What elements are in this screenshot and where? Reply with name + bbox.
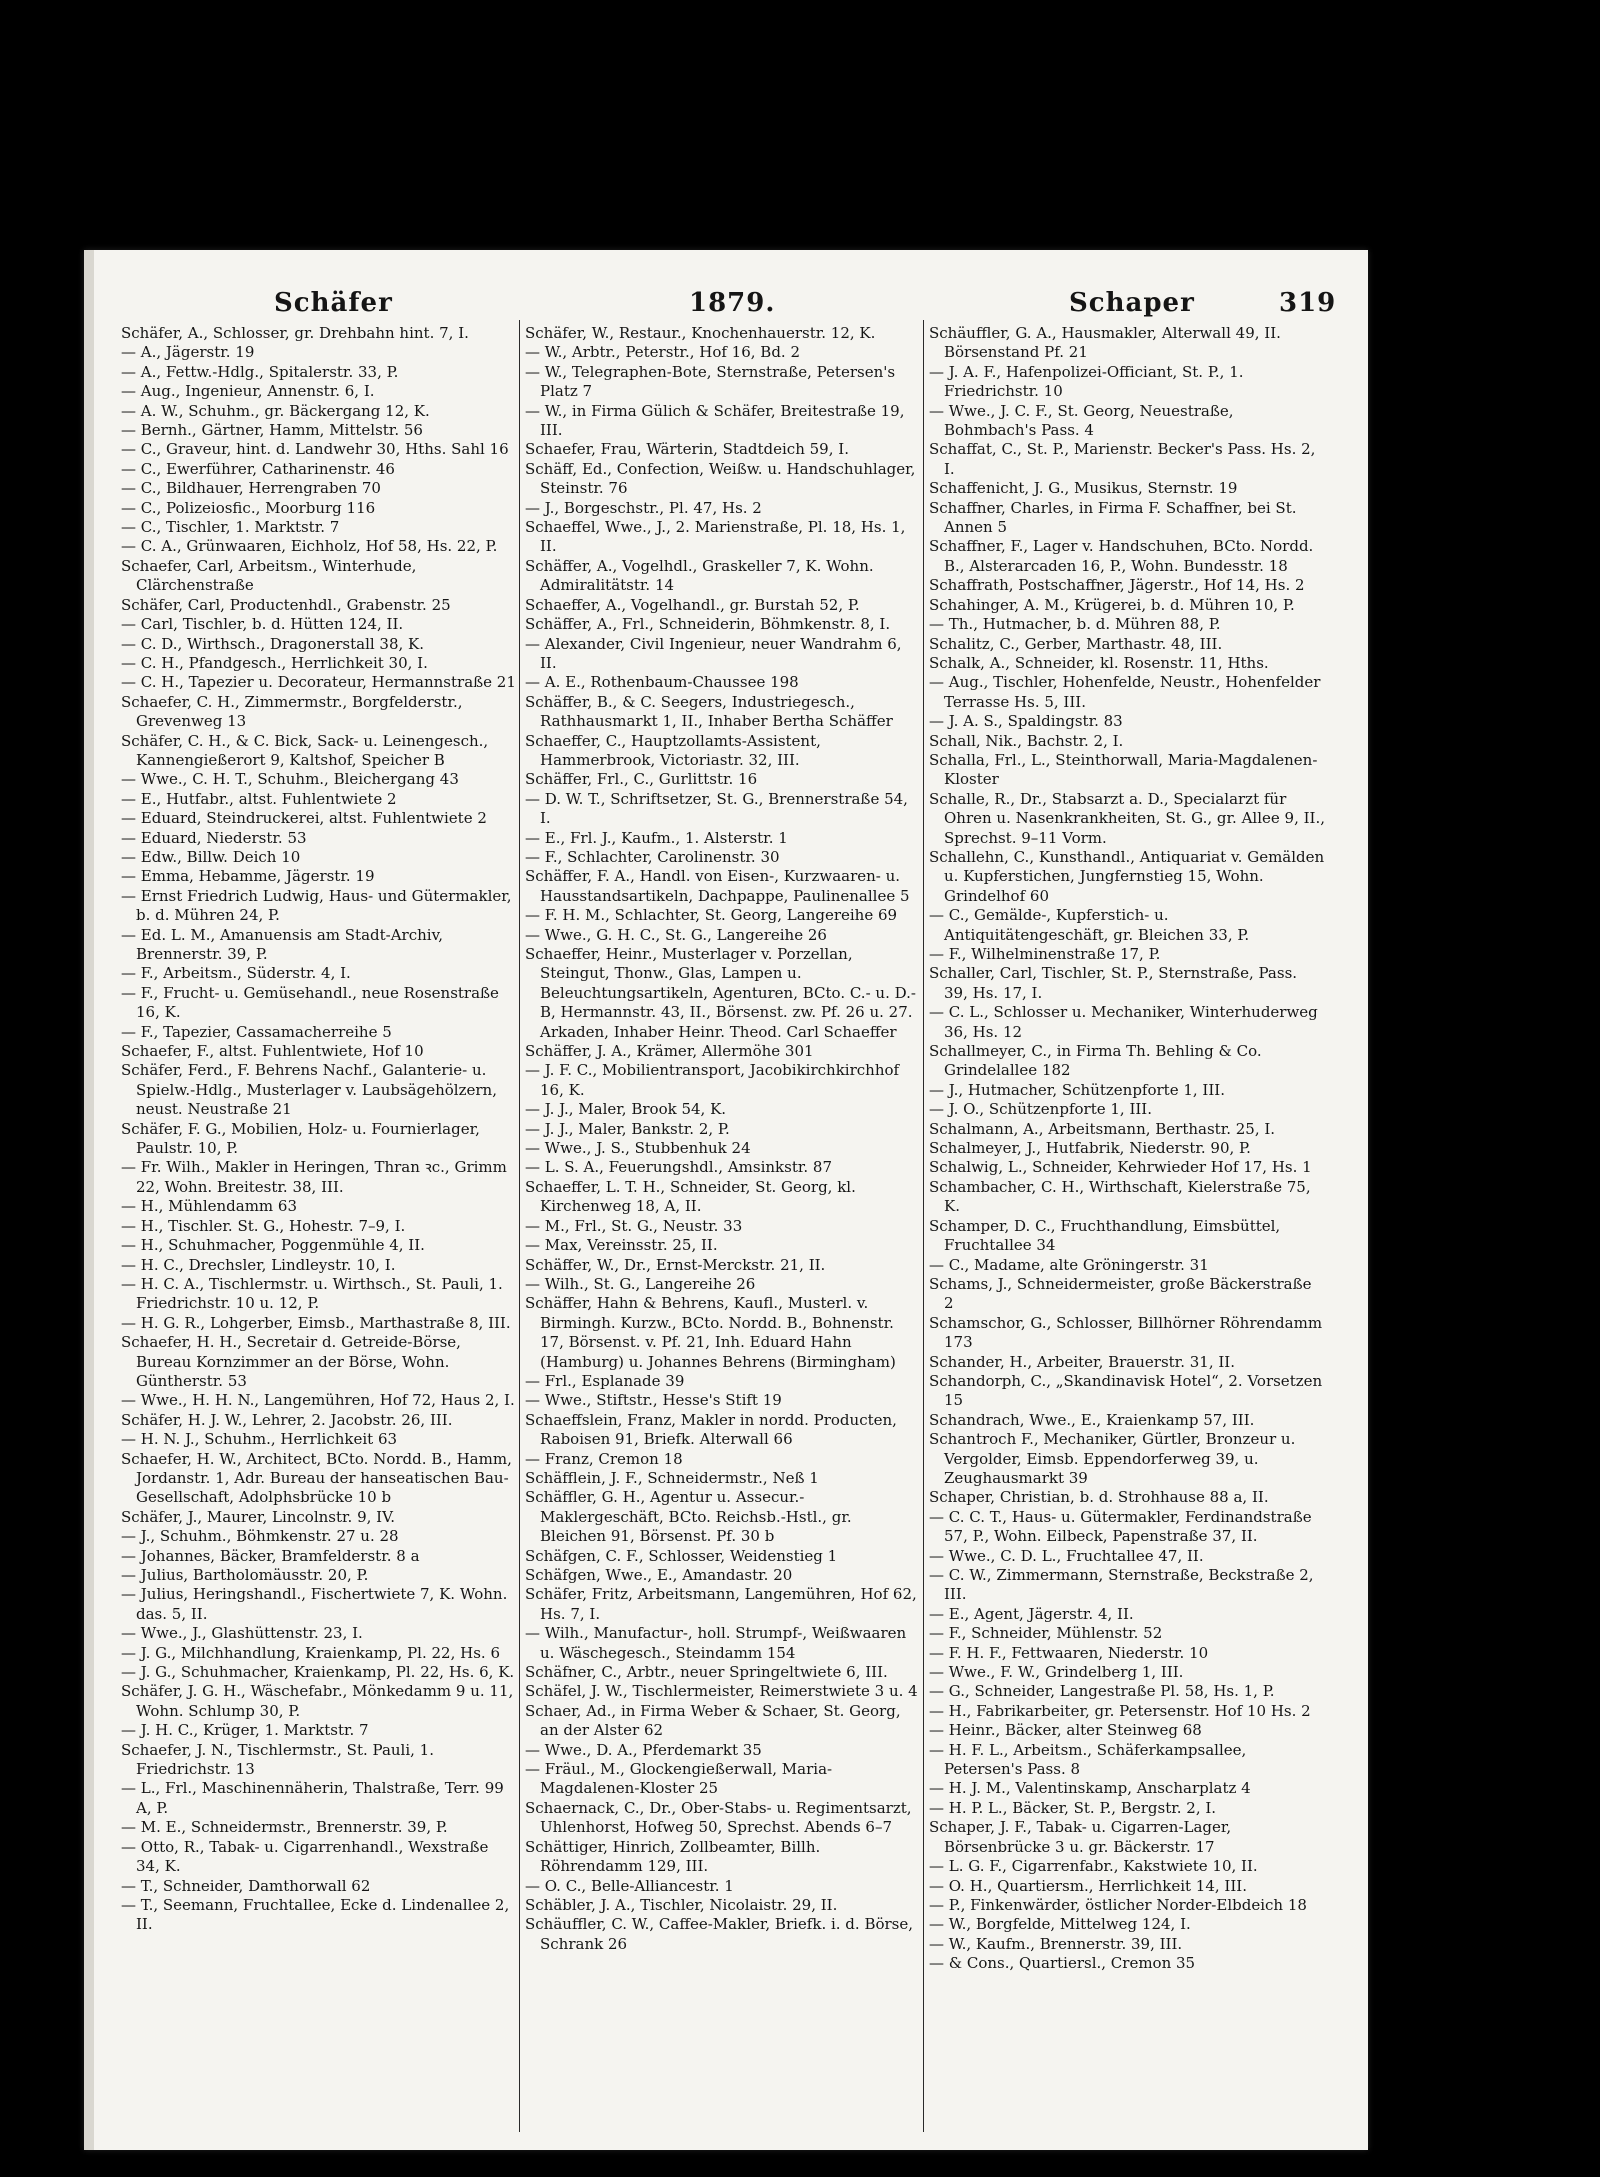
directory-entry: — C. H., Tapezier u. Decorateur, Hermannstraße 21 [121,673,516,692]
directory-entry: — H., Fabrikarbeiter, gr. Petersenstr. Hof 10 Hs. 2 [929,1701,1311,1720]
directory-entry: Schäfer, Carl, Productenhdl., Grabenstr. 25 [121,595,451,614]
directory-entry: Schalla, Frl., L., Steinthorwall, Maria-Magdalenen-Kloster [929,750,1318,789]
directory-entry: — T., Schneider, Damthorwall 62 [121,1876,371,1895]
directory-entry: Schäffer, Hahn & Behrens, Kaufl., Musterl. v. Birmingh. Kurzw., BCto. Nordd. B., Bohnenstr. 17, Börsenst. v. Pf. 21, Inh. Eduard Hahn (Hamburg) u. Johannes Behrens (Birmingham) [525,1294,896,1371]
directory-entry: Schättiger, Hinrich, Zollbeamter, Billh. Röhrendamm 129, III. [525,1837,821,1876]
directory-entry: Schäffer, A., Frl., Schneiderin, Böhmkenstr. 8, I. [525,615,891,634]
directory-entry: — A., Fettw.-Hdlg., Spitalerstr. 33, P. [121,362,399,381]
directory-entry: — F., Schneider, Mühlenstr. 52 [929,1624,1163,1643]
directory-entry: — Wwe., J. S., Stubbenhuk 24 [525,1139,751,1158]
directory-entry: Schaefer, F., altst. Fuhlentwiete, Hof 10 [121,1042,424,1061]
directory-entry: — J. J., Maler, Bankstr. 2, P. [525,1119,730,1138]
directory-entry: Schaeffer, Heinr., Musterlager v. Porzellan, Steingut, Thonw., Glas, Lampen u. Beleuchtungsartikeln, Agenturen, BCto. C.- u. D.-B, Hermannstr. 43, II., Börsenst. zw. Pf. 26 u. 27. Arkaden, Inhaber Heinr. Theod. Carl Schaeffer [525,945,916,1041]
directory-entry: — C. A., Grünwaaren, Eichholz, Hof 58, Hs. 22, P. [121,537,498,556]
column-middle [525,324,921,1954]
directory-entry: — Frl., Esplanade 39 [525,1371,685,1390]
directory-entry: — Wwe., H. H. N., Langemühren, Hof 72, Haus 2, I. [121,1391,515,1410]
directory-entry: Schamschor, G., Schlosser, Billhörner Röhrendamm 173 [929,1313,1323,1352]
directory-entry: Schalwig, L., Schneider, Kehrwieder Hof 17, Hs. 1 [929,1158,1312,1177]
directory-entry: — Edw., Billw. Deich 10 [121,847,301,866]
directory-entry: Schander, H., Arbeiter, Brauerstr. 31, II. [929,1352,1235,1371]
directory-entry: — J. O., Schützenpforte 1, III. [929,1100,1152,1119]
directory-entry: Schäbler, J. A., Tischler, Nicolaistr. 29, II. [525,1895,838,1914]
directory-entry: — Julius, Heringshandl., Fischertwiete 7, K. Wohn. das. 5, II. [121,1585,508,1623]
directory-entry: — C., Polizeiosfic., Moorburg 116 [121,498,376,517]
directory-entry: — F., Arbeitsm., Süderstr. 4, I. [121,964,351,983]
directory-entry: — E., Agent, Jägerstr. 4, II. [929,1604,1134,1623]
directory-entry: — J., Schuhm., Böhmkenstr. 27 u. 28 [121,1527,399,1546]
directory-entry: — J. A. F., Hafenpolizei-Officiant, St. P., 1. Friedrichstr. 10 [929,362,1244,401]
directory-entry: Schandrach, Wwe., E., Kraienkamp 57, III. [929,1410,1255,1429]
directory-entry: — O. C., Belle-Alliancestr. 1 [525,1876,734,1895]
directory-entry: Schalk, A., Schneider, kl. Rosenstr. 11, Hths. [929,653,1269,672]
directory-entry: Schäfer, A., Schlosser, gr. Drehbahn hint. 7, I. [121,324,469,342]
directory-entry: Schaefer, H. H., Secretair d. Getreide-Börse, Bureau Kornzimmer an der Börse, Wohn. Güntherstr. 53 [121,1333,461,1390]
directory-entry: — J. H. C., Krüger, 1. Marktstr. 7 [121,1721,369,1740]
directory-entry: — H. F. L., Arbeitsm., Schäferkampsallee, Petersen's Pass. 8 [929,1740,1247,1779]
directory-entry: — J. J., Maler, Brook 54, K. [525,1100,727,1119]
directory-entry: — Wwe., G. H. C., St. G., Langereihe 26 [525,925,827,944]
directory-entry: — H., Tischler. St. G., Hohestr. 7–9, I. [121,1216,406,1235]
directory-entry: Schalmann, A., Arbeitsmann, Berthastr. 25, I. [929,1119,1276,1138]
directory-entry: — Franz, Cremon 18 [525,1449,683,1468]
directory-entry: — J. A. S., Spaldingstr. 83 [929,712,1123,731]
directory-entry: Schaeffer, L. T. H., Schneider, St. Georg, kl. Kirchenweg 18, A, II. [525,1177,856,1216]
running-head-left: Schäfer [274,288,393,318]
directory-entry: — C., Tischler, 1. Marktstr. 7 [121,518,340,537]
directory-entry: Schaeffer, A., Vogelhandl., gr. Burstah 52, P. [525,595,860,614]
directory-entry: Schäff, Ed., Confection, Weißw. u. Handschuhlager, Steinstr. 76 [525,459,916,498]
directory-entry: Schäfer, H. J. W., Lehrer, 2. Jacobstr. 26, III. [121,1410,453,1429]
directory-entry: — Julius, Bartholomäusstr. 20, P. [121,1566,369,1584]
directory-entry: — H. P. L., Bäcker, St. P., Bergstr. 2, I. [929,1798,1217,1817]
directory-entry: — Otto, R., Tabak- u. Cigarrenhandl., Wexstraße 34, K. [121,1837,489,1876]
directory-entry: Schallehn, C., Kunsthandl., Antiquariat v. Gemälden u. Kupferstichen, Jungfernstieg 15, Wohn. Grindelhof 60 [929,847,1325,905]
directory-entry: Schambacher, C. H., Wirthschaft, Kielerstraße 75, K. [929,1177,1311,1216]
directory-entry: Schams, J., Schneidermeister, große Bäckerstraße 2 [929,1274,1312,1313]
directory-entry: Schantroch F., Mechaniker, Gürtler, Bronzeur u. Vergolder, Eimsb. Eppendorferweg 39, u. Zeughausmarkt 39 [929,1430,1296,1487]
directory-entry: — Aug., Tischler, Hohenfelde, Neustr., Hohenfelder Terrasse Hs. 5, III. [929,673,1321,711]
directory-entry: — F., Frucht- u. Gemüsehandl., neue Rosenstraße 16, K. [121,983,499,1022]
directory-entry: — Wilh., St. G., Langereihe 26 [525,1274,756,1293]
directory-entry: — Eduard, Steindruckerei, altst. Fuhlentwiete 2 [121,809,487,828]
directory-entry: Schäfer, Fritz, Arbeitsmann, Langemühren, Hof 62, Hs. 7, I. [525,1585,917,1623]
directory-entry: — H. N. J., Schuhm., Herrlichkeit 63 [121,1430,398,1449]
directory-entry: — A. E., Rothenbaum-Chaussee 198 [525,673,799,692]
directory-entry: — F., Schlachter, Carolinenstr. 30 [525,847,780,866]
directory-entry: Schandorph, C., „Skandinavisk Hotel“, 2. Vorsetzen 15 [929,1371,1323,1410]
directory-entry: Schaffenicht, J. G., Musikus, Sternstr. 19 [929,479,1238,498]
directory-entry: Schäfer, C. H., & C. Bick, Sack- u. Leinengesch., Kannengießerort 9, Kaltshof, Speicher B [121,731,489,769]
directory-entry: Schäuffler, C. W., Caffee-Makler, Briefk. i. d. Börse, Schrank 26 [525,1915,914,1953]
directory-entry: — O. H., Quartiersm., Herrlichkeit 14, III. [929,1876,1247,1895]
directory-entry: Schaefer, J. N., Tischlermstr., St. Pauli, 1. Friedrichstr. 13 [121,1740,434,1779]
directory-entry: — C., Ewerführer, Catharinenstr. 46 [121,459,395,478]
directory-entry: — Ed. L. M., Amanuensis am Stadt-Archiv, Brennerstr. 39, P. [121,925,444,963]
directory-entry: — A., Jägerstr. 19 [121,343,255,362]
directory-entry: — C., Madame, alte Gröningerstr. 31 [929,1255,1209,1274]
directory-entry: — G., Schneider, Langestraße Pl. 58, Hs. 1, P. [929,1682,1275,1701]
directory-entry: Schalitz, C., Gerber, Marthastr. 48, III. [929,634,1223,653]
directory-entry: Schaper, Christian, b. d. Strohhause 88 a, II. [929,1488,1269,1507]
directory-entry: Schäffer, F. A., Handl. von Eisen-, Kurzwaaren- u. Hausstandsartikeln, Dachpappe, Paulinenallee 5 [525,867,910,905]
directory-entry: — Bernh., Gärtner, Hamm, Mittelstr. 56 [121,421,423,440]
directory-entry: Schäffer, W., Dr., Ernst-Merckstr. 21, II. [525,1255,826,1274]
directory-entry: Schaeffer, C., Hauptzollamts-Assistent, Hammerbrook, Victoriastr. 32, III. [525,731,821,769]
directory-entry: — C. D., Wirthsch., Dragonerstall 38, K. [121,634,425,653]
directory-entry: Schäffler, G. H., Agentur u. Assecur.-Maklergeschäft, BCto. Reichsb.-Hstl., gr. Bleichen 91, Börsenst. Pf. 30 b [525,1488,852,1546]
directory-entry: Schaeffel, Wwe., J., 2. Marienstraße, Pl. 18, Hs. 1, II. [525,518,906,556]
directory-entry: — C. C. T., Haus- u. Gütermakler, Ferdinandstraße 57, P., Wohn. Eilbeck, Papenstraße 37, II. [929,1507,1312,1546]
directory-entry: Schamper, D. C., Fruchthandlung, Eimsbüttel, Fruchtallee 34 [929,1216,1281,1255]
directory-entry: Schalle, R., Dr., Stabsarzt a. D., Specialarzt für Ohren u. Nasenkrankheiten, St. G., gr. Allee 9, II., Sprechst. 9–11 Vorm. [929,789,1325,847]
directory-entry: — W., in Firma Gülich & Schäfer, Breitestraße 19, III. [525,401,905,440]
directory-entry: — & Cons., Quartiersl., Cremon 35 [929,1954,1196,1973]
directory-entry: — F. H. F., Fettwaaren, Niederstr. 10 [929,1643,1209,1662]
column-right [929,324,1325,1974]
directory-entry: — A. W., Schuhm., gr. Bäckergang 12, K. [121,401,430,420]
directory-entry: — J. G., Milchhandlung, Kraienkamp, Pl. 22, Hs. 6 [121,1643,500,1662]
directory-entry: — Wwe., D. A., Pferdemarkt 35 [525,1740,762,1759]
directory-entry: — Alexander, Civil Ingenieur, neuer Wandrahm 6, II. [525,634,902,672]
directory-entry: — Eduard, Niederstr. 53 [121,828,307,847]
directory-entry: — Wwe., Stiftstr., Hesse's Stift 19 [525,1391,782,1410]
directory-entry: Schäfer, F. G., Mobilien, Holz- u. Fournierlager, Paulstr. 10, P. [121,1119,480,1158]
directory-entry: — P., Finkenwärder, östlicher Norder-Elbdeich 18 [929,1895,1307,1914]
directory-entry: Schäfner, C., Arbtr., neuer Springeltwiete 6, III. [525,1663,888,1682]
directory-entry: — J., Borgeschstr., Pl. 47, Hs. 2 [525,498,762,517]
column-divider [923,320,924,2132]
directory-entry: Schäfel, J. W., Tischlermeister, Reimerstwiete 3 u. 4 [525,1682,918,1701]
directory-entry: Schäfer, J. G. H., Wäschefabr., Mönkedamm 9 u. 11, Wohn. Schlump 30, P. [121,1682,514,1720]
directory-entry: — Aug., Ingenieur, Annenstr. 6, I. [121,382,375,401]
directory-entry: Schaffrath, Postschaffner, Jägerstr., Hof 14, Hs. 2 [929,576,1305,595]
directory-entry: Schaeffslein, Franz, Makler in nordd. Producten, Raboisen 91, Briefk. Alterwall 66 [525,1410,897,1449]
directory-entry: Schäfflein, J. F., Schneidermstr., Neß 1 [525,1468,819,1487]
directory-entry: — Carl, Tischler, b. d. Hütten 124, II. [121,615,404,634]
directory-entry: — Ernst Friedrich Ludwig, Haus- und Gütermakler, b. d. Mühren 24, P. [121,886,512,925]
directory-entry: Schaefer, H. W., Architect, BCto. Nordd. B., Hamm, Jordanstr. 1, Adr. Bureau der hanseatischen Bau-Gesellschaft, Adolphsbrücke 10 b [121,1449,512,1507]
directory-entry: — F., Wilhelminenstraße 17, P. [929,945,1161,963]
directory-entry: — C., Graveur, hint. d. Landwehr 30, Hths. Sahl 16 [121,440,509,459]
directory-entry: — Emma, Hebamme, Jägerstr. 19 [121,867,375,886]
directory-entry: — Heinr., Bäcker, alter Steinweg 68 [929,1721,1202,1740]
directory-entry: — C., Bildhauer, Herrengraben 70 [121,479,381,498]
directory-entry: — W., Telegraphen-Bote, Sternstraße, Petersen's Platz 7 [525,362,896,401]
directory-entry: Schäfgen, C. F., Schlosser, Weidenstieg 1 [525,1546,838,1565]
directory-entry: — F. H. M., Schlachter, St. Georg, Langereihe 69 [525,906,898,925]
directory-entry: Schaer, Ad., in Firma Weber & Schaer, St. Georg, an der Alster 62 [525,1701,901,1740]
directory-entry: Schahinger, A. M., Krügerei, b. d. Mühren 10, P. [929,595,1295,614]
directory-entry: — Fr. Wilh., Makler in Heringen, Thran ꝛc., Grimm 22, Wohn. Breitestr. 38, III. [121,1158,507,1196]
running-head-year: 1879. [689,288,776,318]
directory-entry: — Max, Vereinsstr. 25, II. [525,1236,718,1255]
directory-entry: Schaefer, Frau, Wärterin, Stadtdeich 59, I. [525,440,849,459]
directory-entry: — C., Gemälde-, Kupferstich- u. Antiquitätengeschäft, gr. Bleichen 33, P. [929,906,1250,944]
directory-entry: — E., Hutfabr., altst. Fuhlentwiete 2 [121,789,397,808]
directory-entry: — H. C., Drechsler, Lindleystr. 10, I. [121,1255,396,1274]
directory-entry: — D. W. T., Schriftsetzer, St. G., Brennerstraße 54, I. [525,789,908,828]
directory-entry: — J. G., Schuhmacher, Kraienkamp, Pl. 22, Hs. 6, K. [121,1663,515,1682]
directory-entry: Schaffner, Charles, in Firma F. Schaffner, bei St. Annen 5 [929,498,1297,537]
page-number: 319 [1279,288,1337,318]
directory-entry: — T., Seemann, Fruchtallee, Ecke d. Lindenallee 2, II. [121,1895,510,1934]
directory-entry: — Wwe., C. H. T., Schuhm., Bleichergang 43 [121,770,459,789]
column-divider [519,320,520,2132]
directory-entry: — Johannes, Bäcker, Bramfelderstr. 8 a [121,1546,420,1565]
directory-entry: — Wwe., J., Glashüttenstr. 23, I. [121,1624,363,1643]
directory-entry: — H., Schuhmacher, Poggenmühle 4, II. [121,1236,425,1255]
directory-entry: — M., Frl., St. G., Neustr. 33 [525,1216,743,1235]
directory-entry: Schaffat, C., St. P., Marienstr. Becker's Pass. Hs. 2, I. [929,440,1316,478]
directory-entry: Schäffer, A., Vogelhdl., Graskeller 7, K. Wohn. Admiralitätstr. 14 [525,556,874,595]
directory-entry: — C. H., Pfandgesch., Herrlichkeit 30, I. [121,653,428,672]
directory-entry: Schäuffler, G. A., Hausmakler, Alterwall 49, II. Börsenstand Pf. 21 [929,324,1281,362]
directory-entry: Schaper, J. F., Tabak- u. Cigarren-Lager, Börsenbrücke 3 u. gr. Bäckerstr. 17 [929,1818,1232,1856]
directory-page [84,250,1368,2150]
directory-entry: — W., Arbtr., Peterstr., Hof 16, Bd. 2 [525,343,801,362]
directory-entry: Schaefer, Carl, Arbeitsm., Winterhude, Clärchenstraße [121,556,417,595]
directory-entry: — C. W., Zimmermann, Sternstraße, Beckstraße 2, III. [929,1566,1314,1604]
directory-entry: — Wilh., Manufactur-, holl. Strumpf-, Weißwaaren u. Wäschegesch., Steindamm 154 [525,1624,907,1662]
directory-entry: Schaffner, F., Lager v. Handschuhen, BCto. Nordd. B., Alsterarcaden 16, P., Wohn. Bundesstr. 18 [929,537,1314,575]
directory-entry: — W., Kaufm., Brennerstr. 39, III. [929,1934,1183,1953]
directory-entry: Schäfer, W., Restaur., Knochenhauerstr. 12, K. [525,324,876,342]
directory-entry: Schaernack, C., Dr., Ober-Stabs- u. Regimentsarzt, Uhlenhorst, Hofweg 50, Sprechst. Abends 6–7 [525,1798,912,1837]
directory-entry: — W., Borgfelde, Mittelweg 124, I. [929,1915,1191,1934]
directory-entry: Schäffer, B., & C. Seegers, Industriegesch., Rathhausmarkt 1, II., Inhaber Bertha Schäffer [525,692,893,731]
directory-entry: — H., Mühlendamm 63 [121,1197,298,1216]
directory-entry: — Fräul., M., Glockengießerwall, Maria-Magdalenen-Kloster 25 [525,1760,833,1798]
directory-entry: — E., Frl. J., Kaufm., 1. Alsterstr. 1 [525,828,788,847]
directory-entry: Schaller, Carl, Tischler, St. P., Sternstraße, Pass. 39, Hs. 17, I. [929,964,1298,1002]
directory-entry: — L. S. A., Feuerungshdl., Amsinkstr. 87 [525,1158,833,1177]
directory-entry: Schäfer, J., Maurer, Lincolnstr. 9, IV. [121,1507,396,1526]
directory-entry: Schäfgen, Wwe., E., Amandastr. 20 [525,1566,793,1584]
column-left [121,324,517,1935]
directory-entry: — Th., Hutmacher, b. d. Mühren 88, P. [929,615,1221,634]
directory-entry: Schall, Nik., Bachstr. 2, I. [929,731,1124,750]
directory-entry: Schallmeyer, C., in Firma Th. Behling & Co. Grindelallee 182 [929,1042,1262,1080]
directory-entry: — H. J. M., Valentinskamp, Anscharplatz 4 [929,1779,1251,1798]
directory-entry: — M. E., Schneidermstr., Brennerstr. 39, P. [121,1818,448,1837]
directory-entry: — Wwe., F. W., Grindelberg 1, III. [929,1663,1184,1682]
directory-entry: Schäffer, J. A., Krämer, Allermöhe 301 [525,1042,814,1061]
directory-entry: — H. C. A., Tischlermstr. u. Wirthsch., St. Pauli, 1. Friedrichstr. 10 u. 12, P. [121,1274,503,1313]
directory-entry: Schäfer, Ferd., F. Behrens Nachf., Galanterie- u. Spielw.-Hdlg., Musterlager v. Laubsägehölzern, neust. Neustraße 21 [121,1061,497,1119]
directory-entry: — J., Hutmacher, Schützenpforte 1, III. [929,1080,1225,1099]
directory-entry: — F., Tapezier, Cassamacherreihe 5 [121,1022,392,1041]
directory-entry: — C. L., Schlosser u. Mechaniker, Winterhuderweg 36, Hs. 12 [929,1003,1318,1041]
directory-entry: — Wwe., J. C. F., St. Georg, Neuestraße, Bohmbach's Pass. 4 [929,401,1234,440]
directory-entry: — L. G. F., Cigarrenfabr., Kakstwiete 10, II. [929,1857,1258,1876]
directory-entry: — J. F. C., Mobilientransport, Jacobikirchkirchhof 16, K. [525,1061,900,1099]
directory-entry: — L., Frl., Maschinennäherin, Thalstraße, Terr. 99 A, P. [121,1779,504,1817]
directory-entry: Schaefer, C. H., Zimmermstr., Borgfelderstr., Grevenweg 13 [121,692,463,731]
directory-entry: — H. G. R., Lohgerber, Eimsb., Marthastraße 8, III. [121,1313,511,1332]
directory-entry: Schäffer, Frl., C., Gurlittstr. 16 [525,770,758,789]
directory-entry: Schalmeyer, J., Hutfabrik, Niederstr. 90, P. [929,1139,1251,1158]
directory-entry: — Wwe., C. D. L., Fruchtallee 47, II. [929,1546,1204,1565]
running-head-right: Schaper [1069,288,1195,318]
